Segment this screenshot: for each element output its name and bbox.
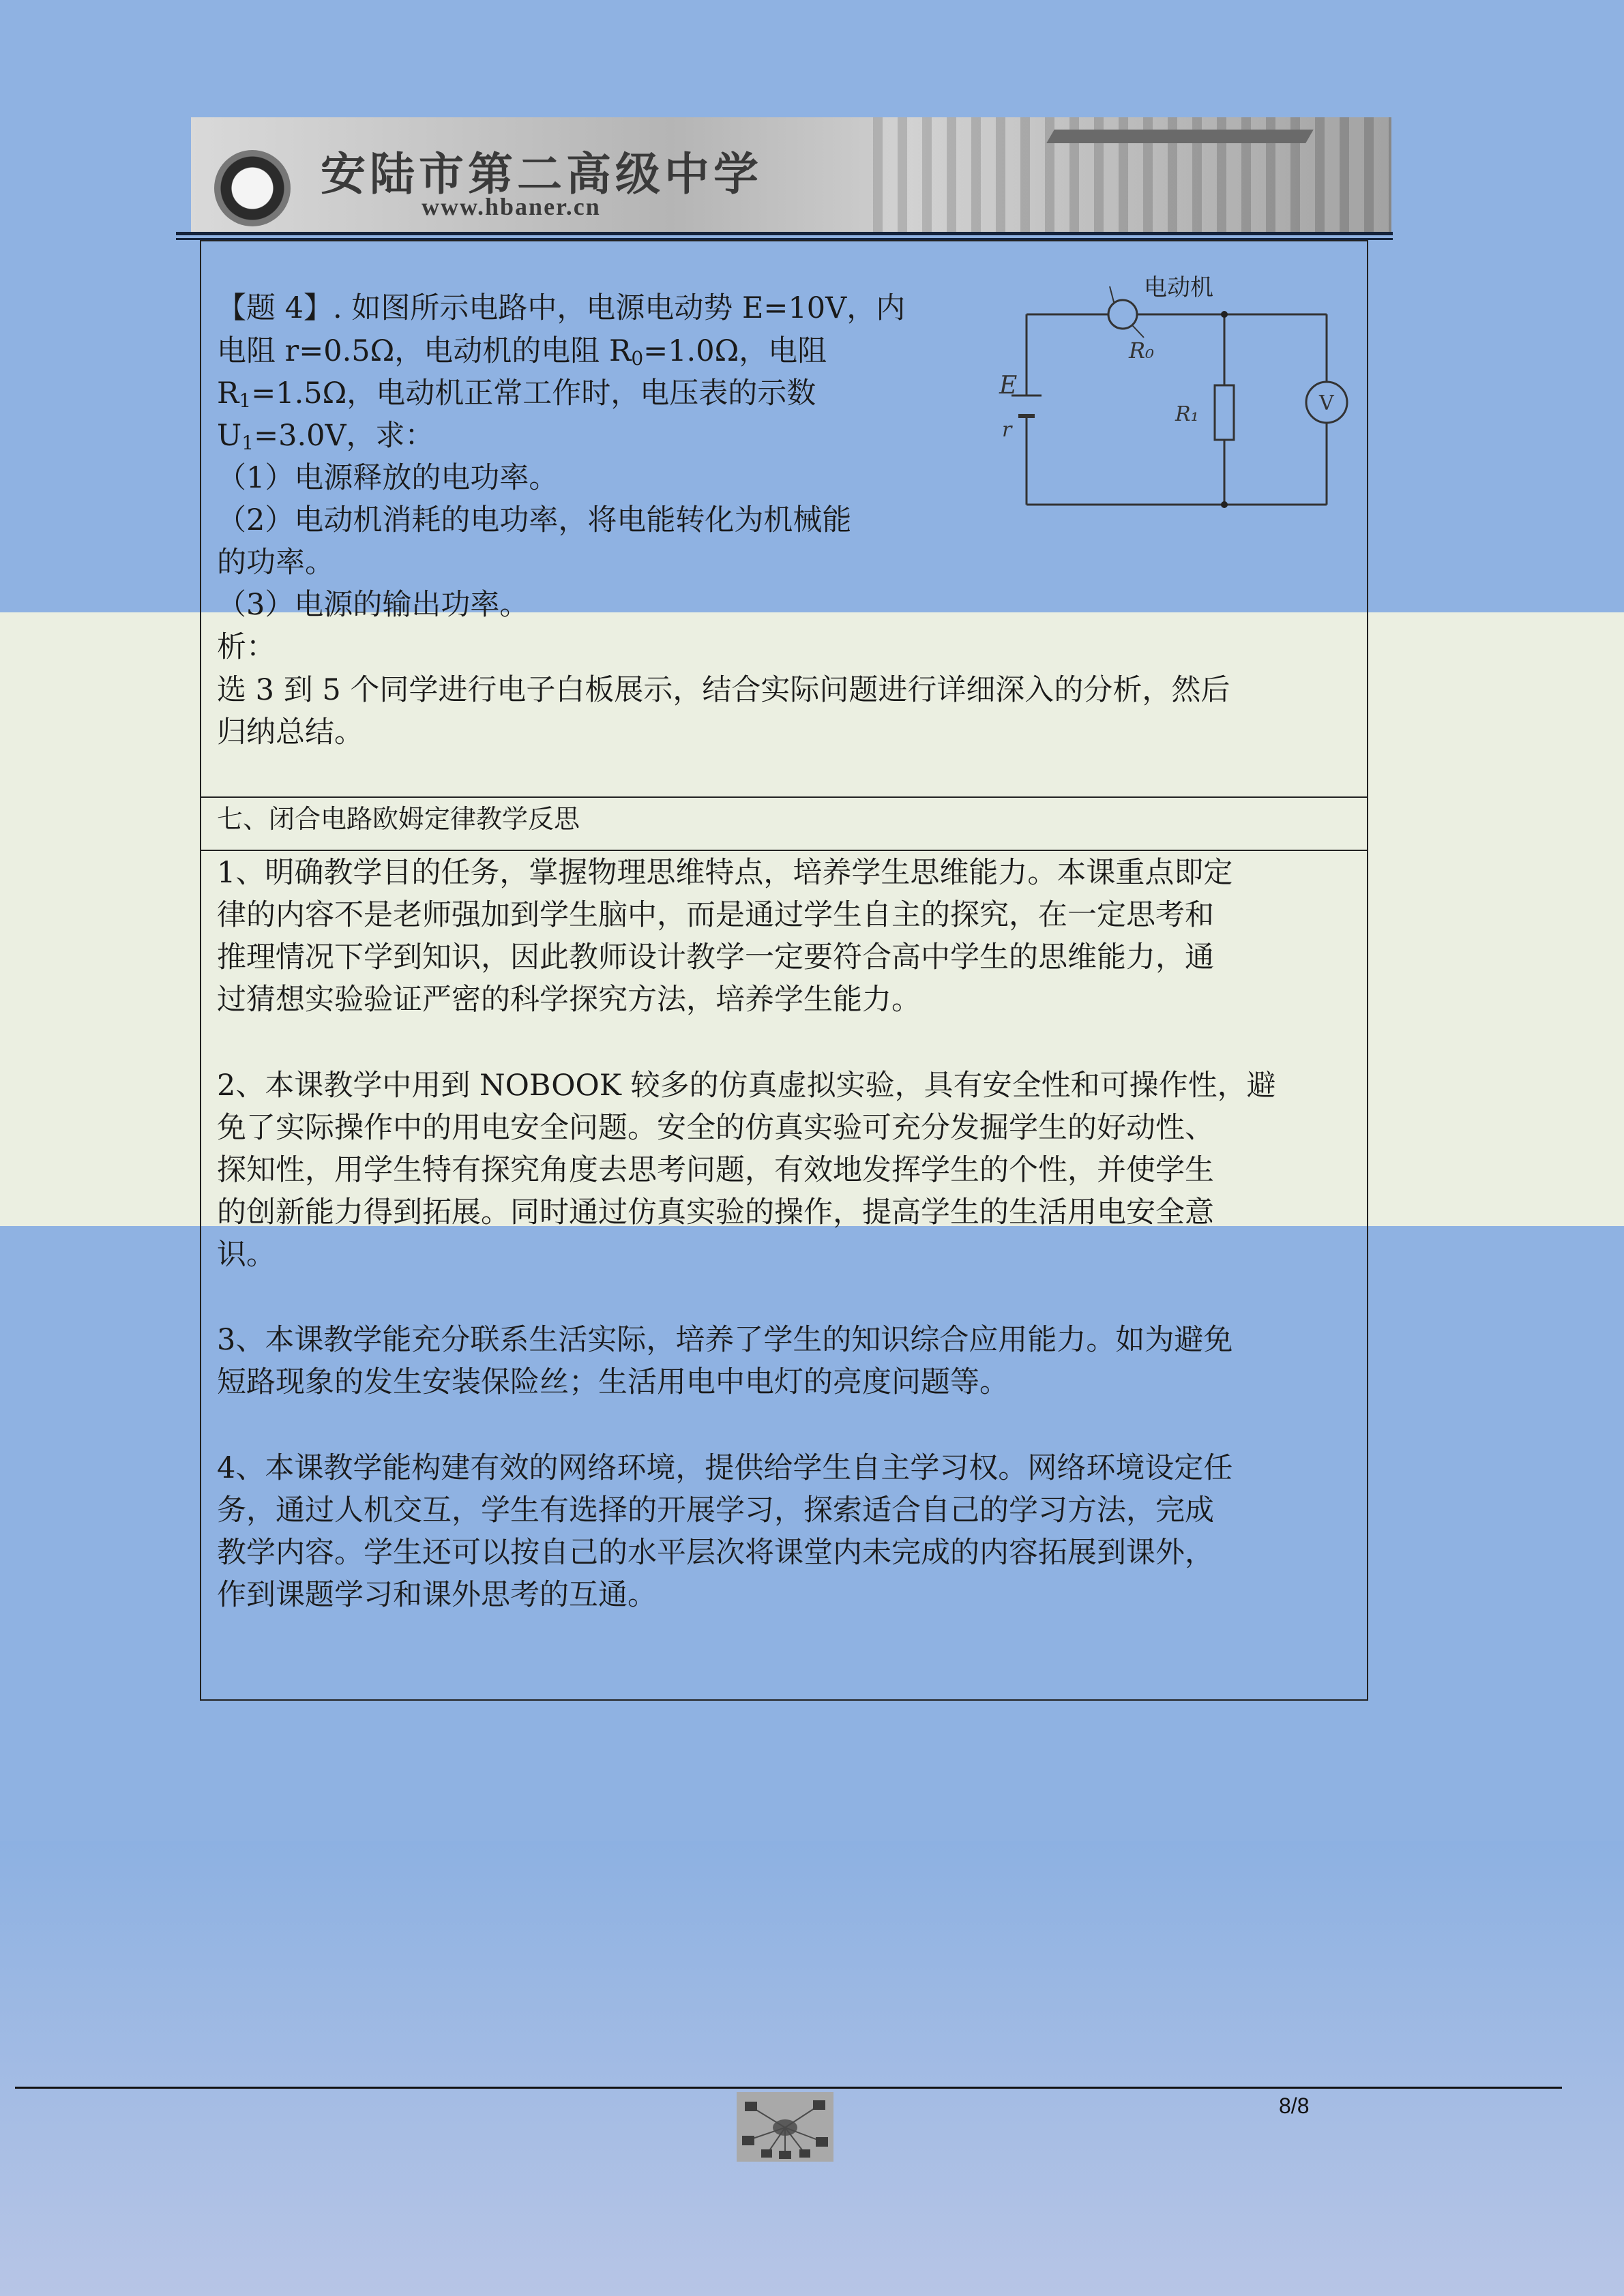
motor-symbol: [1108, 300, 1137, 329]
junction-dot: [1221, 501, 1228, 508]
reflection-line: 律的内容不是老师强加到学生脑中，而是通过学生自主的探究，在一定思考和: [217, 898, 1214, 932]
circuit-diagram: [992, 269, 1354, 522]
reflection-line: 短路现象的发生安装保险丝；生活用电中电灯的亮度问题等。: [217, 1365, 1009, 1399]
question-2: （2）电动机消耗的电功率，将电能转化为机械能: [217, 503, 852, 537]
footer-rule: [15, 2087, 1562, 2089]
question-3: （3）电源的输出功率。: [217, 588, 529, 622]
reflection-line: 探知性，用学生特有探究角度去思考问题，有效地发挥学生的个性，并使学生: [217, 1153, 1214, 1187]
school-name: 安陆市第二高级中学: [321, 147, 763, 200]
reflection-line: 过猜想实验验证严密的科学探究方法，培养学生能力。: [217, 983, 921, 1017]
r0-label: R₀: [1129, 338, 1154, 363]
analysis-label: 析：: [217, 630, 276, 664]
question-1: （1）电源释放的电功率。: [217, 461, 559, 495]
page-number: 8/8: [1279, 2093, 1310, 2118]
internal-resistance-label: r: [1002, 418, 1012, 442]
building-roof-shape: [1046, 130, 1314, 143]
reflection-line: 推理情况下学到知识，因此教师设计教学一定要符合高中学生的思维能力，通: [217, 940, 1214, 974]
reflection-line: 务，通过人机交互，学生有选择的开展学习，探索适合自己的学习方法，完成: [217, 1493, 1214, 1527]
emf-label: E: [999, 372, 1018, 400]
network-diagram-icon: [737, 2092, 833, 2162]
r1-label: R₁: [1175, 402, 1199, 426]
voltmeter-label: V: [1319, 391, 1334, 415]
analysis-text: 归纳总结。: [217, 715, 364, 749]
problem-line: 【题 4】. 如图所示电路中，电源电动势 E=10V，内: [217, 291, 906, 325]
reflection-line: 1、明确教学目的任务，掌握物理思维特点，培养学生思维能力。本课重点即定: [217, 856, 1233, 890]
reflection-line: 教学内容。学生还可以按自己的水平层次将课堂内未完成的内容拓展到课外，: [217, 1536, 1214, 1570]
problem-line: $U_1=3.0V$，求：: [217, 419, 434, 454]
analysis-text: 选 3 到 5 个同学进行电子白板展示，结合实际问题进行详细深入的分析，然后: [217, 673, 1230, 707]
reflection-line: 2、本课教学中用到 NOBOOK 较多的仿真虚拟实验，具有安全性和可操作性，避: [217, 1069, 1276, 1103]
school-website: www.hbaner.cn: [422, 193, 601, 220]
table-row-divider: [200, 850, 1368, 851]
motor-lead: [1110, 286, 1114, 302]
problem-line: $R_1=1.5\Omega$，电动机正常工作时，电压表的示数: [217, 376, 816, 412]
reflection-line: 的创新能力得到拓展。同时通过仿真实验的操作，提高学生的生活用电安全意: [217, 1195, 1214, 1229]
problem-line: 电阻 r=0.5Ω，电动机的电阻 $R_0=1.0\Omega$，电阻: [217, 334, 827, 370]
motor-label: 电动机: [1144, 274, 1213, 301]
header-rule: [176, 232, 1393, 235]
header-banner: [191, 117, 1391, 232]
reflection-line: 识。: [217, 1238, 276, 1272]
background-band: [0, 1841, 1624, 2296]
reflection-line: 3、本课教学能充分联系生活实际，培养了学生的知识综合应用能力。如为避免: [217, 1323, 1233, 1357]
reflection-line: 免了实际操作中的用电安全问题。安全的仿真实验可充分发掘学生的好动性、: [217, 1111, 1214, 1145]
reflection-line: 4、本课教学能构建有效的网络环境，提供给学生自主学习权。网络环境设定任: [217, 1451, 1233, 1485]
resistor-r1: [1215, 385, 1234, 440]
junction-dot: [1221, 311, 1228, 318]
r0-lead: [1132, 325, 1144, 338]
school-emblem-icon: [214, 150, 291, 226]
question-2-cont: 的功率。: [217, 546, 334, 580]
reflection-line: 作到课题学习和课外思考的互通。: [217, 1578, 657, 1612]
section-title: 七、闭合电路欧姆定律教学反思: [217, 804, 580, 834]
